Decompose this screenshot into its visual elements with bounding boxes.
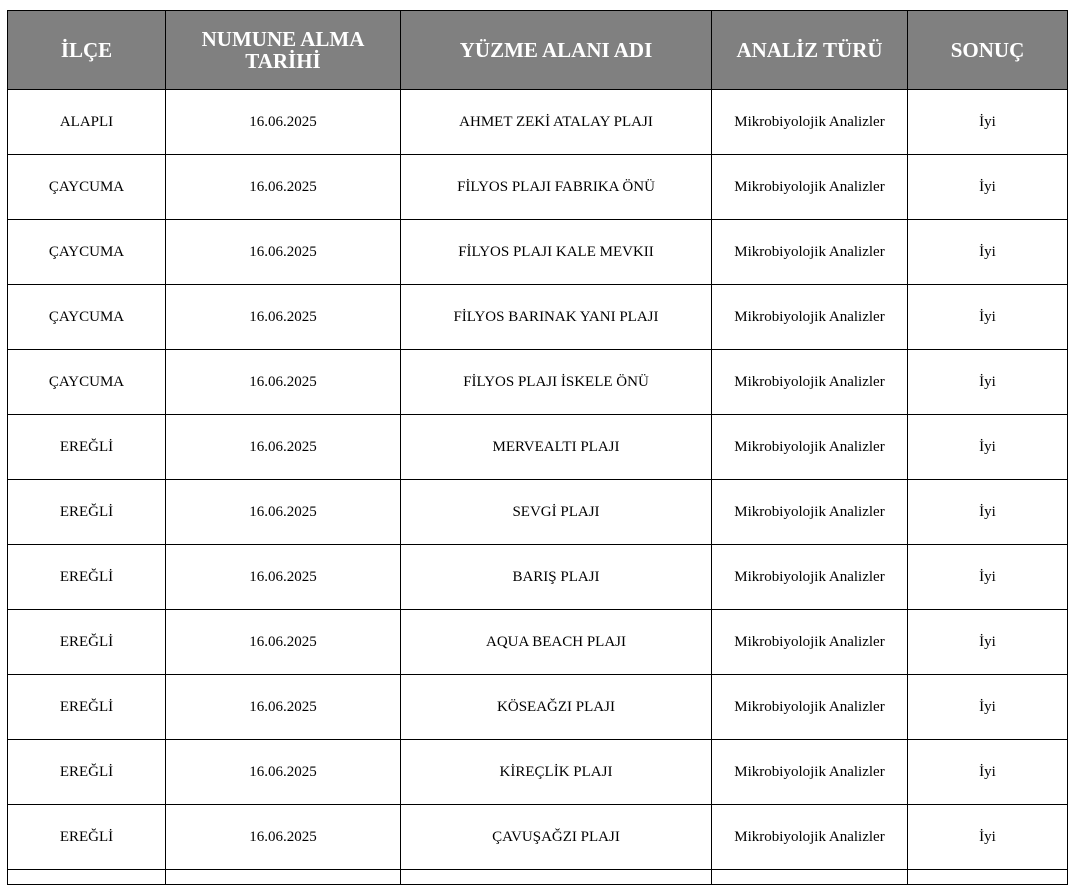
cell-yuzme-alani: FİLYOS BARINAK YANI PLAJI — [401, 285, 712, 350]
cell-sonuc: İyi — [908, 610, 1068, 675]
cell-analiz-turu: Mikrobiyolojik Analizler — [712, 480, 908, 545]
cell-empty — [401, 870, 712, 885]
cell-sonuc: İyi — [908, 545, 1068, 610]
cell-yuzme-alani: SEVGİ PLAJI — [401, 480, 712, 545]
cell-yuzme-alani: AQUA BEACH PLAJI — [401, 610, 712, 675]
cell-ilce: EREĞLİ — [8, 545, 166, 610]
cell-yuzme-alani: BARIŞ PLAJI — [401, 545, 712, 610]
cell-empty — [166, 870, 401, 885]
cell-analiz-turu: Mikrobiyolojik Analizler — [712, 90, 908, 155]
cell-analiz-turu: Mikrobiyolojik Analizler — [712, 675, 908, 740]
cell-analiz-turu: Mikrobiyolojik Analizler — [712, 350, 908, 415]
cell-ilce: EREĞLİ — [8, 805, 166, 870]
cell-ilce: EREĞLİ — [8, 675, 166, 740]
cell-sonuc: İyi — [908, 220, 1068, 285]
cell-analiz-turu: Mikrobiyolojik Analizler — [712, 610, 908, 675]
cell-ilce: EREĞLİ — [8, 480, 166, 545]
cell-ilce: ÇAYCUMA — [8, 155, 166, 220]
cell-sonuc: İyi — [908, 285, 1068, 350]
cell-empty — [712, 870, 908, 885]
cell-ilce: EREĞLİ — [8, 740, 166, 805]
cell-analiz-turu: Mikrobiyolojik Analizler — [712, 285, 908, 350]
cell-analiz-turu: Mikrobiyolojik Analizler — [712, 415, 908, 480]
cell-sonuc: İyi — [908, 805, 1068, 870]
cell-tarih: 16.06.2025 — [166, 545, 401, 610]
cell-sonuc: İyi — [908, 480, 1068, 545]
header-ilce: İLÇE — [8, 11, 166, 90]
table-row — [8, 610, 1068, 675]
table-row — [8, 220, 1068, 285]
cell-analiz-turu: Mikrobiyolojik Analizler — [712, 805, 908, 870]
cell-empty — [908, 870, 1068, 885]
cell-tarih: 16.06.2025 — [166, 155, 401, 220]
cell-analiz-turu: Mikrobiyolojik Analizler — [712, 740, 908, 805]
table-row — [8, 675, 1068, 740]
cell-tarih: 16.06.2025 — [166, 805, 401, 870]
cell-analiz-turu: Mikrobiyolojik Analizler — [712, 155, 908, 220]
cell-yuzme-alani: FİLYOS PLAJI KALE MEVKII — [401, 220, 712, 285]
cell-tarih: 16.06.2025 — [166, 675, 401, 740]
cell-analiz-turu: Mikrobiyolojik Analizler — [712, 220, 908, 285]
cell-tarih: 16.06.2025 — [166, 220, 401, 285]
cell-tarih: 16.06.2025 — [166, 415, 401, 480]
cell-yuzme-alani: FİLYOS PLAJI İSKELE ÖNÜ — [401, 350, 712, 415]
cell-sonuc: İyi — [908, 155, 1068, 220]
table-row — [8, 350, 1068, 415]
cell-sonuc: İyi — [908, 415, 1068, 480]
cell-ilce: EREĞLİ — [8, 415, 166, 480]
header-sonuc: SONUÇ — [908, 11, 1068, 90]
table-row — [8, 415, 1068, 480]
table-row — [8, 545, 1068, 610]
cell-yuzme-alani: MERVEALTI PLAJI — [401, 415, 712, 480]
cell-tarih: 16.06.2025 — [166, 740, 401, 805]
table-row — [8, 480, 1068, 545]
cell-tarih: 16.06.2025 — [166, 285, 401, 350]
cell-analiz-turu: Mikrobiyolojik Analizler — [712, 545, 908, 610]
cell-ilce: ÇAYCUMA — [8, 220, 166, 285]
cell-tarih: 16.06.2025 — [166, 350, 401, 415]
cell-ilce: EREĞLİ — [8, 610, 166, 675]
water-quality-table — [7, 10, 1068, 885]
table-body — [8, 90, 1068, 885]
table-row-partial — [8, 870, 1068, 885]
cell-sonuc: İyi — [908, 90, 1068, 155]
cell-sonuc: İyi — [908, 675, 1068, 740]
cell-sonuc: İyi — [908, 740, 1068, 805]
cell-ilce: ÇAYCUMA — [8, 350, 166, 415]
cell-ilce: ÇAYCUMA — [8, 285, 166, 350]
table-row — [8, 740, 1068, 805]
table-row — [8, 805, 1068, 870]
cell-sonuc: İyi — [908, 350, 1068, 415]
cell-ilce: ALAPLI — [8, 90, 166, 155]
table-row — [8, 285, 1068, 350]
cell-tarih: 16.06.2025 — [166, 90, 401, 155]
table-row — [8, 90, 1068, 155]
header-numune-alma-tarihi: NUMUNE ALMA TARİHİ — [166, 11, 401, 90]
cell-tarih: 16.06.2025 — [166, 480, 401, 545]
cell-yuzme-alani: KÖSEAĞZI PLAJI — [401, 675, 712, 740]
cell-yuzme-alani: FİLYOS PLAJI FABRIKA ÖNÜ — [401, 155, 712, 220]
header-yuzme-alani-adi: YÜZME ALANI ADI — [401, 11, 712, 90]
cell-tarih: 16.06.2025 — [166, 610, 401, 675]
cell-yuzme-alani: AHMET ZEKİ ATALAY PLAJI — [401, 90, 712, 155]
cell-yuzme-alani: KİREÇLİK PLAJI — [401, 740, 712, 805]
table-header — [8, 11, 1068, 90]
header-row — [8, 11, 1068, 90]
cell-empty — [8, 870, 166, 885]
cell-yuzme-alani: ÇAVUŞAĞZI PLAJI — [401, 805, 712, 870]
table-row — [8, 155, 1068, 220]
header-analiz-turu: ANALİZ TÜRÜ — [712, 11, 908, 90]
